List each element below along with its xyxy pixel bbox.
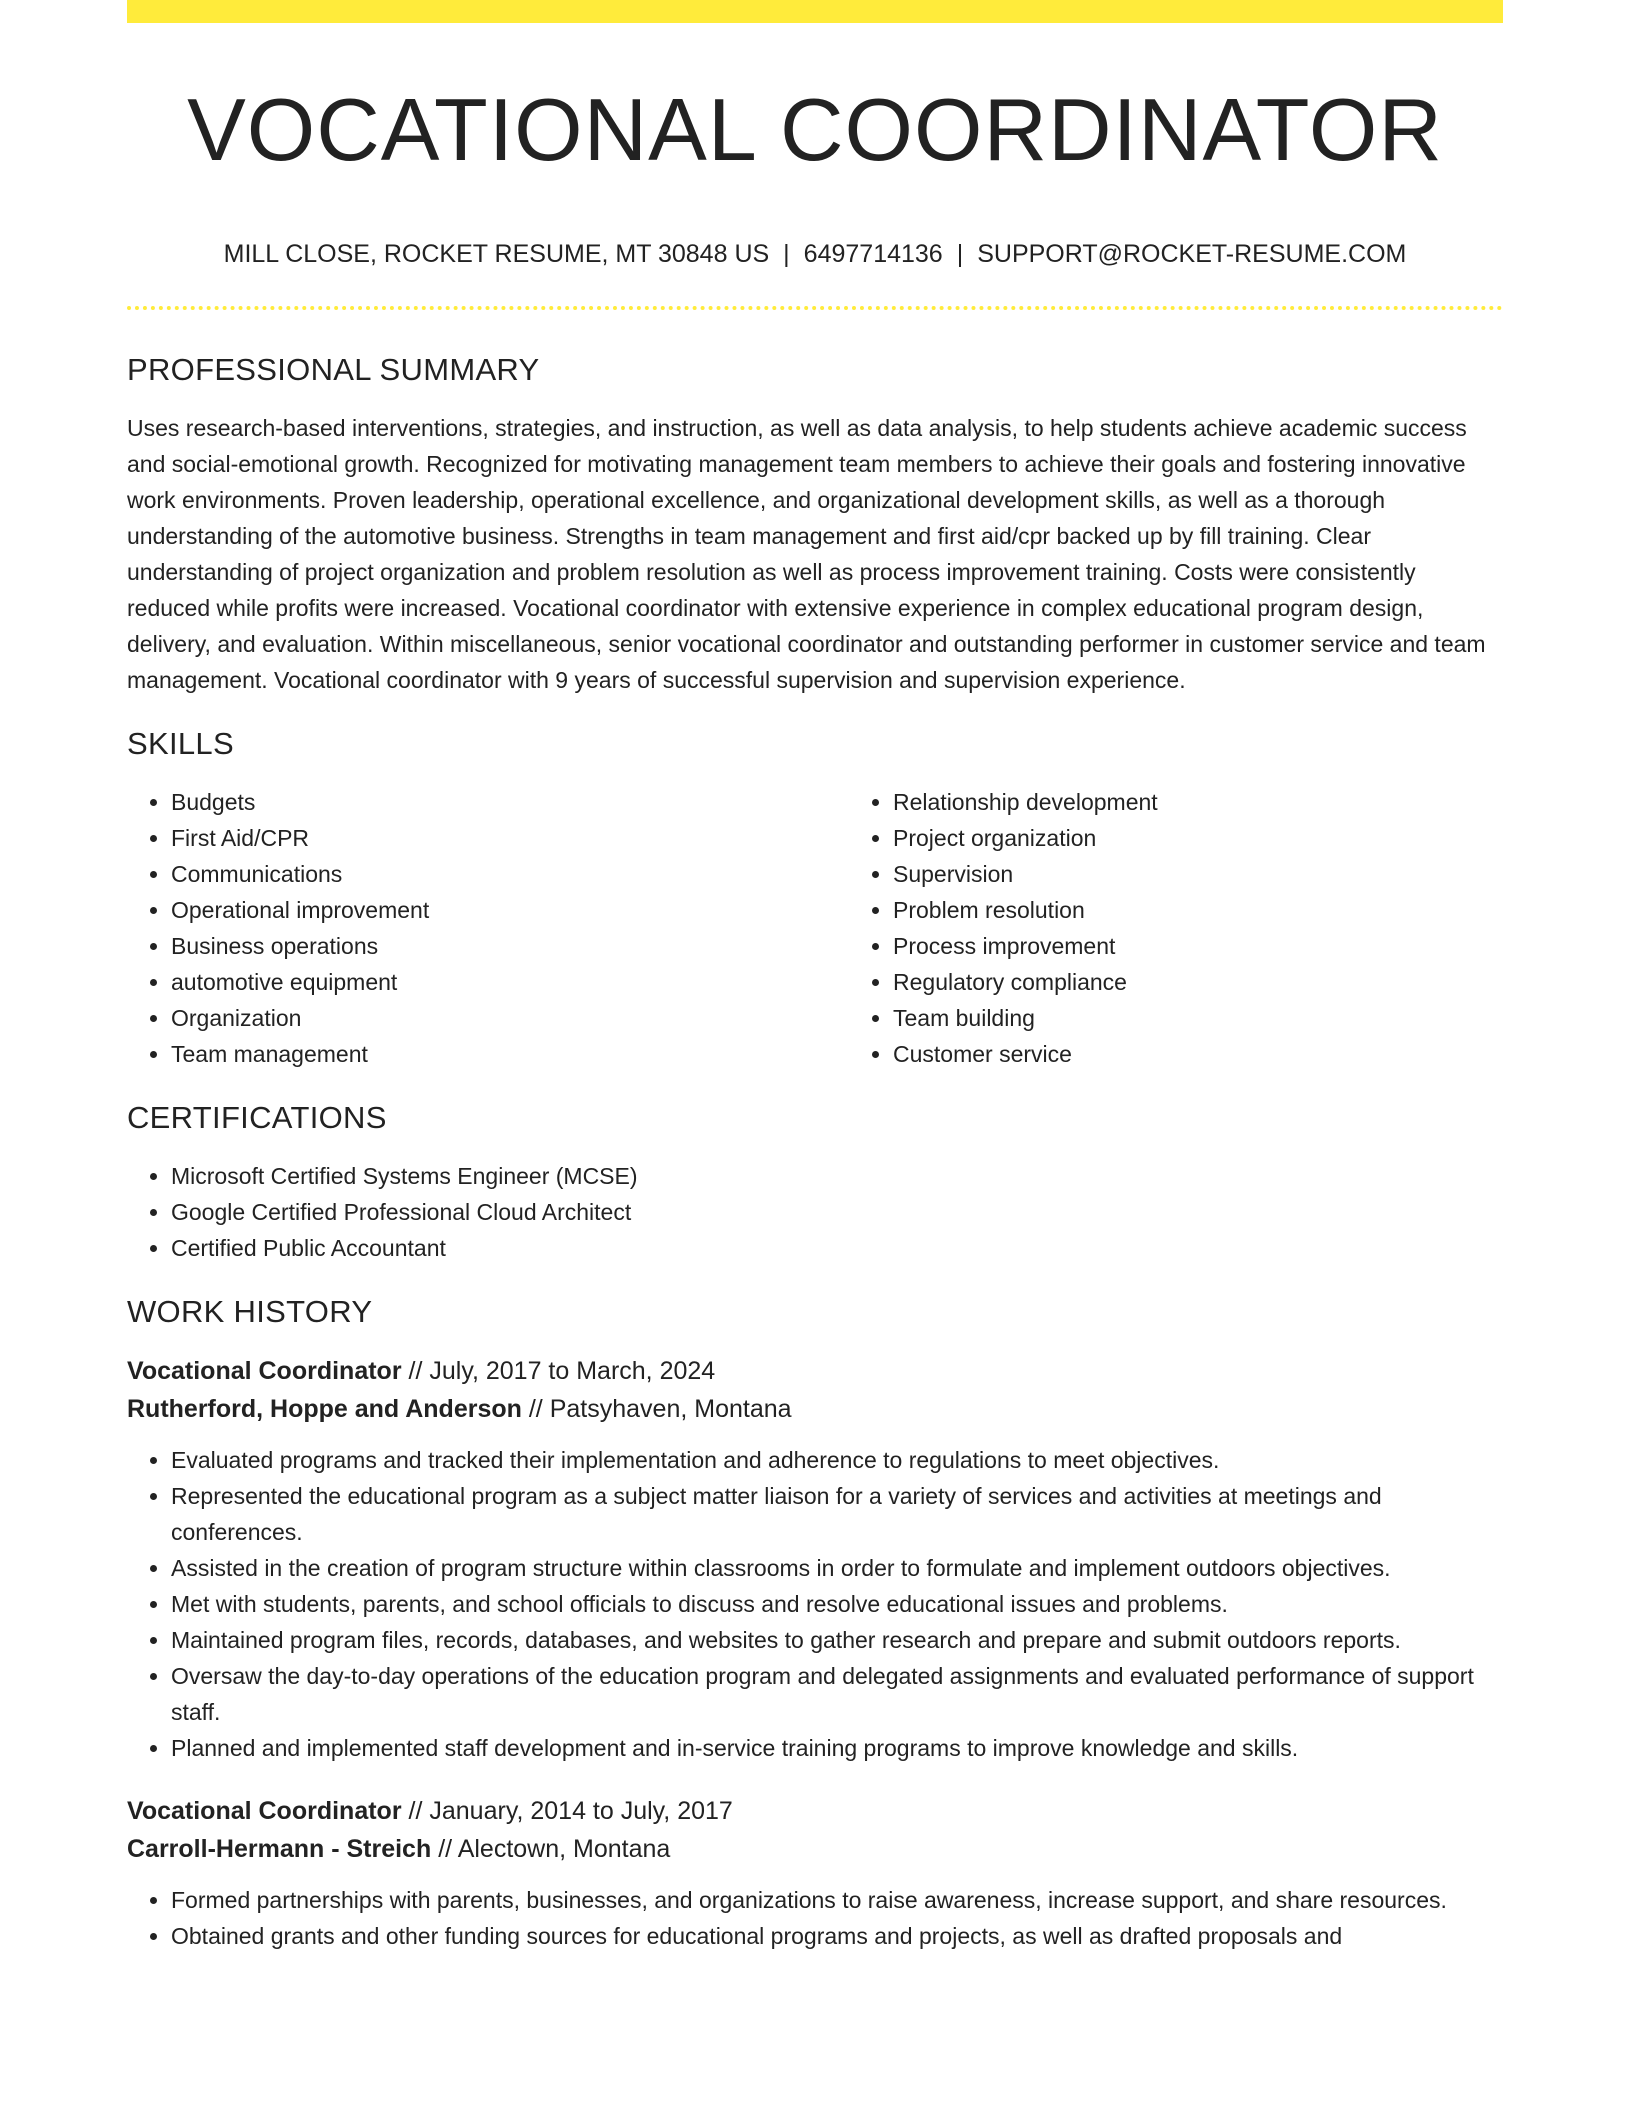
job-duties bbox=[127, 1882, 1503, 1954]
certifications-section bbox=[127, 1098, 1503, 1266]
job-entry bbox=[127, 1352, 1503, 1766]
duty-item: • Represented the educational program as a subject matter liaison for a variety of services and activities at meetings and conferences. bbox=[171, 1478, 1503, 1550]
job-location: Alectown, Montana bbox=[457, 1835, 671, 1863]
section-heading: CERTIFICATIONS bbox=[127, 1100, 387, 1135]
certification-item: • Certified Public Accountant bbox=[171, 1230, 1503, 1266]
job-entry bbox=[127, 1792, 1503, 1954]
skill-item: • automotive equipment bbox=[171, 964, 849, 1000]
contact-line bbox=[127, 236, 1503, 272]
skills-grid bbox=[127, 784, 1503, 1072]
skill-item: • Communications bbox=[171, 856, 849, 892]
skill-item: • First Aid/CPR bbox=[171, 820, 849, 856]
skill-item: • Budgets bbox=[171, 784, 849, 820]
dotted-divider bbox=[127, 306, 1503, 310]
separator: // bbox=[528, 1395, 543, 1423]
summary-section bbox=[127, 350, 1503, 698]
certification-item: • Microsoft Certified Systems Engineer (MCSE) bbox=[171, 1158, 1503, 1194]
company-name: Rutherford, Hoppe and Anderson bbox=[127, 1395, 522, 1423]
duty-item: • Formed partnerships with parents, businesses, and organizations to raise awareness, increase support, and share resources. bbox=[171, 1882, 1503, 1918]
duty-item: • Maintained program files, records, databases, and websites to gather research and prepare and submit outdoors reports. bbox=[171, 1622, 1503, 1658]
duty-item: • Assisted in the creation of program structure within classrooms in order to formulate and implement outdoors objectives. bbox=[171, 1550, 1503, 1586]
job-title-line bbox=[127, 1792, 1503, 1830]
skill-item: • Team management bbox=[171, 1036, 849, 1072]
duty-item: • Planned and implemented staff development and in-service training programs to improve knowledge and skills. bbox=[171, 1730, 1503, 1766]
job-company-line bbox=[127, 1390, 1503, 1428]
skill-item: • Problem resolution bbox=[893, 892, 1571, 928]
certification-item: • Google Certified Professional Cloud Architect bbox=[171, 1194, 1503, 1230]
section-heading: WORK HISTORY bbox=[127, 1294, 373, 1329]
duty-item: • Evaluated programs and tracked their implementation and adherence to regulations to meet objectives. bbox=[171, 1442, 1503, 1478]
section-heading: SKILLS bbox=[127, 726, 234, 761]
skill-item: • Process improvement bbox=[893, 928, 1571, 964]
section-heading: PROFESSIONAL SUMMARY bbox=[127, 352, 540, 387]
resume-content bbox=[127, 350, 1503, 1980]
skill-item: • Regulatory compliance bbox=[893, 964, 1571, 1000]
summary-text: Uses research-based interventions, strategies, and instruction, as well as data analysis, to help students achieve academic success and social-emotional growth. Recognized for motivating management team members to achieve their goals and fostering innovative work environments. Proven leadership, operational excellence, and organizational development skills, as well as a thorough understanding of the automotive business. Strengths in team management and first aid/cpr backed up by fill training. Clear understanding of project organization and problem resolution as well as process improvement training. Costs were consistently reduced while profits were increased. Vocational coordinator with extensive experience in complex educational program design, delivery, and evaluation. Within miscellaneous, senior vocational coordinator and outstanding performer in customer service and team management. Vocational coordinator with 9 years of successful supervision and supervision experience. bbox=[127, 415, 1486, 693]
candidate-title: VOCATIONAL COORDINATOR bbox=[187, 80, 1443, 179]
job-location: Patsyhaven, Montana bbox=[549, 1395, 792, 1423]
separator: // bbox=[408, 1797, 423, 1825]
duty-item: • Oversaw the day-to-day operations of the education program and delegated assignments and evaluated performance of support staff. bbox=[171, 1658, 1503, 1730]
job-title: Vocational Coordinator bbox=[127, 1357, 402, 1385]
skills-list-right bbox=[849, 784, 1571, 1072]
email-link[interactable]: SUPPORT@ROCKET-RESUME.COM bbox=[977, 240, 1407, 268]
skill-item: • Operational improvement bbox=[171, 892, 849, 928]
work-history-section bbox=[127, 1292, 1503, 1954]
skill-item: • Project organization bbox=[893, 820, 1571, 856]
company-name: Carroll-Hermann - Streich bbox=[127, 1835, 432, 1863]
skill-item: • Business operations bbox=[171, 928, 849, 964]
accent-bar bbox=[127, 0, 1503, 23]
separator: | bbox=[956, 240, 964, 268]
certifications-list bbox=[127, 1158, 1503, 1266]
phone: 6497714136 bbox=[803, 240, 943, 268]
duty-item: • Obtained grants and other funding sources for educational programs and projects, as well as drafted proposals and bbox=[171, 1918, 1503, 1954]
job-company-line bbox=[127, 1830, 1503, 1868]
skills-list-left bbox=[127, 784, 849, 1072]
separator: // bbox=[408, 1357, 423, 1385]
separator: | bbox=[783, 240, 790, 268]
skill-item: • Customer service bbox=[893, 1036, 1571, 1072]
job-title-line bbox=[127, 1352, 1503, 1390]
separator: // bbox=[438, 1835, 453, 1863]
skill-item: • Relationship development bbox=[893, 784, 1571, 820]
duty-item: • Met with students, parents, and school officials to discuss and resolve educational issues and problems. bbox=[171, 1586, 1503, 1622]
job-dates: July, 2017 to March, 2024 bbox=[429, 1357, 716, 1385]
skill-item: • Team building bbox=[893, 1000, 1571, 1036]
job-dates: January, 2014 to July, 2017 bbox=[429, 1797, 733, 1825]
address: MILL CLOSE, ROCKET RESUME, MT 30848 US bbox=[223, 240, 770, 268]
job-title: Vocational Coordinator bbox=[127, 1797, 402, 1825]
skill-item: • Organization bbox=[171, 1000, 849, 1036]
job-duties bbox=[127, 1442, 1503, 1766]
skills-section bbox=[127, 724, 1503, 1072]
skill-item: • Supervision bbox=[893, 856, 1571, 892]
